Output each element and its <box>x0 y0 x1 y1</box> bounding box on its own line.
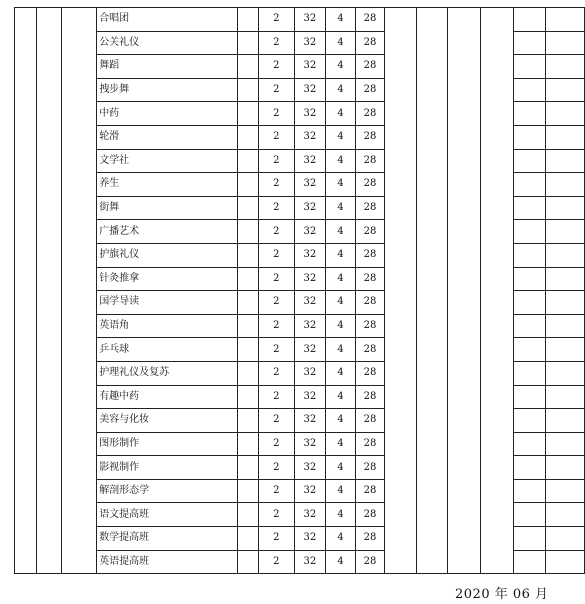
blank-cell <box>237 267 259 291</box>
blank-cell <box>514 432 545 456</box>
credit-cell: 2 <box>259 338 294 362</box>
practice-hours-cell: 28 <box>355 243 385 267</box>
table-row <box>15 8 585 32</box>
blank-cell <box>545 173 584 197</box>
credit-cell: 2 <box>259 456 294 480</box>
practice-hours-cell: 28 <box>355 78 385 102</box>
practice-hours-cell: 28 <box>355 125 385 149</box>
merged-cell-3 <box>447 8 480 574</box>
credit-cell: 2 <box>259 220 294 244</box>
course-name-cell: 广播艺术 <box>97 220 237 244</box>
blank-cell <box>545 196 584 220</box>
theory-hours-cell: 4 <box>326 361 356 385</box>
blank-cell <box>514 267 545 291</box>
total-hours-cell: 32 <box>294 409 326 433</box>
blank-cell <box>545 267 584 291</box>
course-name-cell: 英语提高班 <box>97 550 237 574</box>
blank-cell <box>514 31 545 55</box>
credit-cell: 2 <box>259 479 294 503</box>
practice-hours-cell: 28 <box>355 196 385 220</box>
category-cell-3 <box>61 8 96 574</box>
blank-cell <box>514 409 545 433</box>
blank-cell <box>237 314 259 338</box>
theory-hours-cell: 4 <box>326 243 356 267</box>
practice-hours-cell: 28 <box>355 527 385 551</box>
total-hours-cell: 32 <box>294 361 326 385</box>
credit-cell: 2 <box>259 78 294 102</box>
blank-cell <box>545 550 584 574</box>
credit-cell: 2 <box>259 527 294 551</box>
course-name-cell: 乒乓球 <box>97 338 237 362</box>
credit-cell: 2 <box>259 102 294 126</box>
blank-cell <box>514 125 545 149</box>
course-name-cell: 养生 <box>97 173 237 197</box>
blank-cell <box>545 102 584 126</box>
blank-cell <box>514 479 545 503</box>
blank-cell <box>514 314 545 338</box>
blank-cell <box>545 220 584 244</box>
theory-hours-cell: 4 <box>326 432 356 456</box>
footer-date: 2020 年 06 月 <box>455 587 549 602</box>
credit-cell: 2 <box>259 432 294 456</box>
practice-hours-cell: 28 <box>355 456 385 480</box>
blank-cell <box>237 196 259 220</box>
blank-cell <box>545 503 584 527</box>
credit-cell: 2 <box>259 550 294 574</box>
blank-cell <box>514 55 545 79</box>
blank-cell <box>545 338 584 362</box>
theory-hours-cell: 4 <box>326 314 356 338</box>
course-name-cell: 街舞 <box>97 196 237 220</box>
theory-hours-cell: 4 <box>326 196 356 220</box>
credit-cell: 2 <box>259 361 294 385</box>
practice-hours-cell: 28 <box>355 361 385 385</box>
blank-cell <box>237 361 259 385</box>
practice-hours-cell: 28 <box>355 409 385 433</box>
course-name-cell: 护旗礼仪 <box>97 243 237 267</box>
course-name-cell: 英语角 <box>97 314 237 338</box>
practice-hours-cell: 28 <box>355 8 385 32</box>
credit-cell: 2 <box>259 31 294 55</box>
credit-cell: 2 <box>259 8 294 32</box>
theory-hours-cell: 4 <box>326 456 356 480</box>
blank-cell <box>514 78 545 102</box>
course-name-cell: 图形制作 <box>97 432 237 456</box>
credit-cell: 2 <box>259 409 294 433</box>
total-hours-cell: 32 <box>294 385 326 409</box>
credit-cell: 2 <box>259 196 294 220</box>
practice-hours-cell: 28 <box>355 267 385 291</box>
blank-cell <box>545 527 584 551</box>
theory-hours-cell: 4 <box>326 385 356 409</box>
course-name-cell: 解剖形态学 <box>97 479 237 503</box>
blank-cell <box>545 8 584 32</box>
practice-hours-cell: 28 <box>355 55 385 79</box>
theory-hours-cell: 4 <box>326 125 356 149</box>
blank-cell <box>514 243 545 267</box>
practice-hours-cell: 28 <box>355 102 385 126</box>
blank-cell <box>545 78 584 102</box>
blank-cell <box>545 409 584 433</box>
total-hours-cell: 32 <box>294 125 326 149</box>
blank-cell <box>545 314 584 338</box>
blank-cell <box>237 456 259 480</box>
blank-cell <box>237 479 259 503</box>
blank-cell <box>237 8 259 32</box>
credit-cell: 2 <box>259 314 294 338</box>
theory-hours-cell: 4 <box>326 220 356 244</box>
total-hours-cell: 32 <box>294 550 326 574</box>
theory-hours-cell: 4 <box>326 78 356 102</box>
practice-hours-cell: 28 <box>355 220 385 244</box>
blank-cell <box>545 456 584 480</box>
blank-cell <box>545 31 584 55</box>
blank-cell <box>514 503 545 527</box>
blank-cell <box>514 385 545 409</box>
blank-cell <box>237 243 259 267</box>
practice-hours-cell: 28 <box>355 173 385 197</box>
course-name-cell: 护理礼仪及复苏 <box>97 361 237 385</box>
theory-hours-cell: 4 <box>326 31 356 55</box>
category-cell-1 <box>15 8 37 574</box>
theory-hours-cell: 4 <box>326 527 356 551</box>
total-hours-cell: 32 <box>294 527 326 551</box>
course-name-cell: 中药 <box>97 102 237 126</box>
course-name-cell: 影视制作 <box>97 456 237 480</box>
total-hours-cell: 32 <box>294 55 326 79</box>
theory-hours-cell: 4 <box>326 291 356 315</box>
blank-cell <box>237 31 259 55</box>
total-hours-cell: 32 <box>294 503 326 527</box>
practice-hours-cell: 28 <box>355 432 385 456</box>
blank-cell <box>514 173 545 197</box>
course-name-cell: 美容与化妆 <box>97 409 237 433</box>
blank-cell <box>545 291 584 315</box>
practice-hours-cell: 28 <box>355 314 385 338</box>
merged-cell-4 <box>481 8 514 574</box>
practice-hours-cell: 28 <box>355 385 385 409</box>
blank-cell <box>237 78 259 102</box>
credit-cell: 2 <box>259 385 294 409</box>
blank-cell <box>545 479 584 503</box>
blank-cell <box>237 385 259 409</box>
blank-cell <box>514 527 545 551</box>
theory-hours-cell: 4 <box>326 55 356 79</box>
blank-cell <box>237 55 259 79</box>
blank-cell <box>237 503 259 527</box>
blank-cell <box>237 338 259 362</box>
course-name-cell: 语文提高班 <box>97 503 237 527</box>
course-name-cell: 国学导读 <box>97 291 237 315</box>
blank-cell <box>545 432 584 456</box>
credit-cell: 2 <box>259 267 294 291</box>
total-hours-cell: 32 <box>294 479 326 503</box>
blank-cell <box>514 338 545 362</box>
total-hours-cell: 32 <box>294 456 326 480</box>
course-name-cell: 数学提高班 <box>97 527 237 551</box>
credit-cell: 2 <box>259 173 294 197</box>
total-hours-cell: 32 <box>294 314 326 338</box>
blank-cell <box>514 361 545 385</box>
blank-cell <box>545 55 584 79</box>
blank-cell <box>237 432 259 456</box>
merged-cell-2 <box>416 8 447 574</box>
blank-cell <box>514 102 545 126</box>
practice-hours-cell: 28 <box>355 550 385 574</box>
course-name-cell: 拽步舞 <box>97 78 237 102</box>
theory-hours-cell: 4 <box>326 409 356 433</box>
merged-cell-1 <box>385 8 416 574</box>
total-hours-cell: 32 <box>294 338 326 362</box>
course-name-cell: 有趣中药 <box>97 385 237 409</box>
practice-hours-cell: 28 <box>355 479 385 503</box>
blank-cell <box>237 173 259 197</box>
total-hours-cell: 32 <box>294 243 326 267</box>
blank-cell <box>514 8 545 32</box>
blank-cell <box>545 385 584 409</box>
course-name-cell: 合唱团 <box>97 8 237 32</box>
total-hours-cell: 32 <box>294 149 326 173</box>
credit-cell: 2 <box>259 55 294 79</box>
blank-cell <box>237 550 259 574</box>
theory-hours-cell: 4 <box>326 149 356 173</box>
blank-cell <box>237 527 259 551</box>
theory-hours-cell: 4 <box>326 102 356 126</box>
blank-cell <box>514 220 545 244</box>
blank-cell <box>545 243 584 267</box>
credit-cell: 2 <box>259 291 294 315</box>
theory-hours-cell: 4 <box>326 267 356 291</box>
total-hours-cell: 32 <box>294 196 326 220</box>
blank-cell <box>237 125 259 149</box>
total-hours-cell: 32 <box>294 31 326 55</box>
theory-hours-cell: 4 <box>326 338 356 362</box>
blank-cell <box>514 196 545 220</box>
practice-hours-cell: 28 <box>355 503 385 527</box>
credit-cell: 2 <box>259 503 294 527</box>
blank-cell <box>545 149 584 173</box>
total-hours-cell: 32 <box>294 220 326 244</box>
blank-cell <box>237 291 259 315</box>
blank-cell <box>514 456 545 480</box>
theory-hours-cell: 4 <box>326 550 356 574</box>
theory-hours-cell: 4 <box>326 8 356 32</box>
course-schedule-table <box>14 7 585 574</box>
blank-cell <box>237 149 259 173</box>
total-hours-cell: 32 <box>294 291 326 315</box>
course-name-cell: 轮滑 <box>97 125 237 149</box>
credit-cell: 2 <box>259 125 294 149</box>
total-hours-cell: 32 <box>294 432 326 456</box>
practice-hours-cell: 28 <box>355 338 385 362</box>
total-hours-cell: 32 <box>294 8 326 32</box>
total-hours-cell: 32 <box>294 78 326 102</box>
course-name-cell: 针灸推拿 <box>97 267 237 291</box>
practice-hours-cell: 28 <box>355 31 385 55</box>
practice-hours-cell: 28 <box>355 291 385 315</box>
blank-cell <box>545 125 584 149</box>
course-name-cell: 文学社 <box>97 149 237 173</box>
theory-hours-cell: 4 <box>326 479 356 503</box>
blank-cell <box>545 361 584 385</box>
blank-cell <box>237 409 259 433</box>
blank-cell <box>237 220 259 244</box>
category-cell-2 <box>36 8 61 574</box>
theory-hours-cell: 4 <box>326 503 356 527</box>
total-hours-cell: 32 <box>294 102 326 126</box>
total-hours-cell: 32 <box>294 267 326 291</box>
credit-cell: 2 <box>259 149 294 173</box>
blank-cell <box>514 550 545 574</box>
blank-cell <box>514 149 545 173</box>
blank-cell <box>237 102 259 126</box>
theory-hours-cell: 4 <box>326 173 356 197</box>
practice-hours-cell: 28 <box>355 149 385 173</box>
total-hours-cell: 32 <box>294 173 326 197</box>
course-name-cell: 舞蹈 <box>97 55 237 79</box>
blank-cell <box>514 291 545 315</box>
credit-cell: 2 <box>259 243 294 267</box>
course-name-cell: 公关礼仪 <box>97 31 237 55</box>
